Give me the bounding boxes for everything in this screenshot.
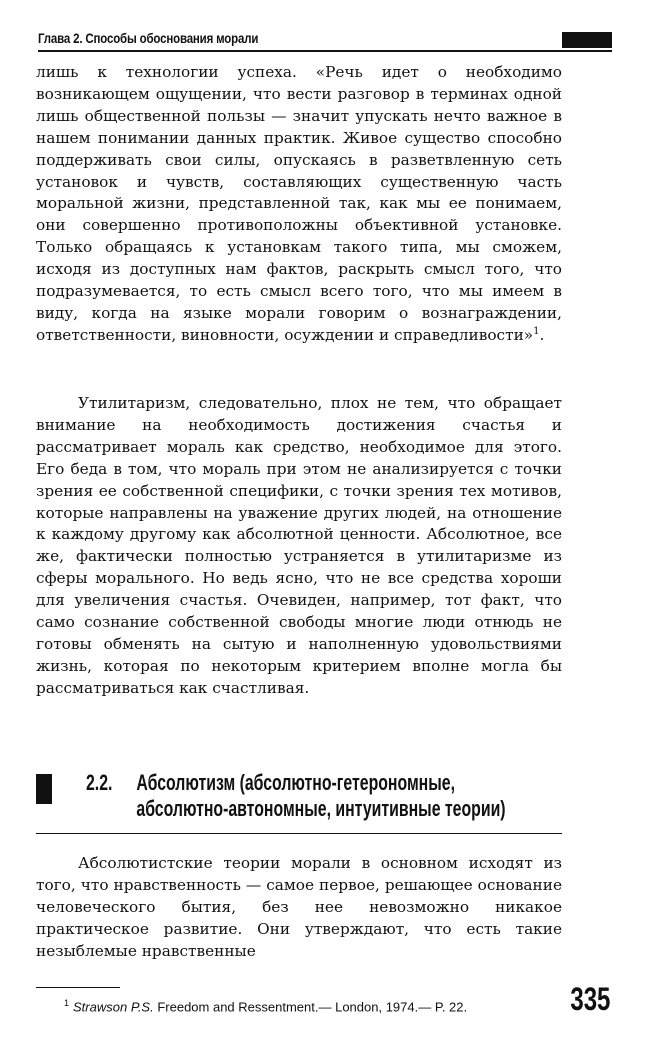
section-bullet-marker: [36, 774, 52, 804]
chapter-title: Глава 2. Способы обоснования морали: [38, 30, 259, 46]
paragraph-1: [36, 62, 562, 347]
footnote-rule: [36, 987, 120, 988]
section-title-line-1: Абсолютизм (абсолютно-гетерономные,: [136, 770, 455, 795]
section-title: [86, 770, 506, 822]
paragraph-3-text: Абсолютистские теории морали в основном исходят из того, что нравственность — самое первое, решающее основание человеческого бытия, без нее невозможно никакое практическое развитие. Они утверждают, что есть такие незыблемые нравственные: [36, 854, 562, 960]
section-rule: [36, 833, 562, 834]
footnote-author: Strawson P.S.: [73, 999, 154, 1015]
footnote: [64, 998, 467, 1014]
paragraph-1-text: лишь к технологии успеха. «Речь идет о необходимо возникающем ощущении, что вести разговор в терминах одной лишь общественной пользы — значит упускать нечто важное в нашем понимании данных практик. Живое существо способно поддерживать свои силы, опускаясь в разветвленную сеть установок и чувств, составляющих существенную часть моральной жизни, представленной так, как мы ее понимаем, они совершенно противоположны объективной установке. Только обращаясь к установкам такого типа, мы сможем, исходя из доступных нам фактов, раскрыть смысл того, что подразумевается, то есть смысл всего того, что мы имеем в виду, когда на языке морали говорим о вознаграждении, ответственности, виновности, осуждении и справедливости»: [36, 63, 562, 344]
section-heading: [36, 770, 562, 832]
running-header: [38, 30, 612, 48]
header-rule: [38, 50, 612, 52]
footnote-reference[interactable]: 1: [533, 325, 540, 337]
header-tab-marker: [562, 32, 612, 48]
paragraph-3: [36, 853, 562, 963]
footnote-text: Freedom and Ressentment.— London, 1974.— P. 22.: [157, 999, 468, 1015]
paragraph-2-text: Утилитаризм, следовательно, плох не тем, что обращает внимание на необходимость достижения счастья и рассматривает мораль как средство, необходимое для этого. Его беда в том, что мораль при этом не анализируется с точки зрения ее собственной специфики, с точки зрения тех мотивов, которые направлены на уважение других людей, на отношение к каждому другому как абсолютной ценности. Абсолютное, все же, фактически полностью устраняется в утилитаризме из сферы морального. Но ведь ясно, что не все средства хороши для увеличения счастья. Очевиден, например, тот факт, что само сознание собственной свободы многие люди отнюдь не готовы обменять на сытую и наполненную удовольствиями жизнь, которая по некоторым критерием вполне могла бы рассматриваться как счастливая.: [36, 394, 562, 697]
section-title-line-2: абсолютно-автономные, интуитивные теории): [136, 796, 506, 821]
page-number: 335: [569, 981, 610, 1017]
paragraph-2: [36, 393, 562, 700]
footnote-marker: 1: [64, 998, 70, 1008]
paragraph-1-end: .: [539, 325, 545, 344]
section-number: 2.2.: [86, 770, 113, 795]
